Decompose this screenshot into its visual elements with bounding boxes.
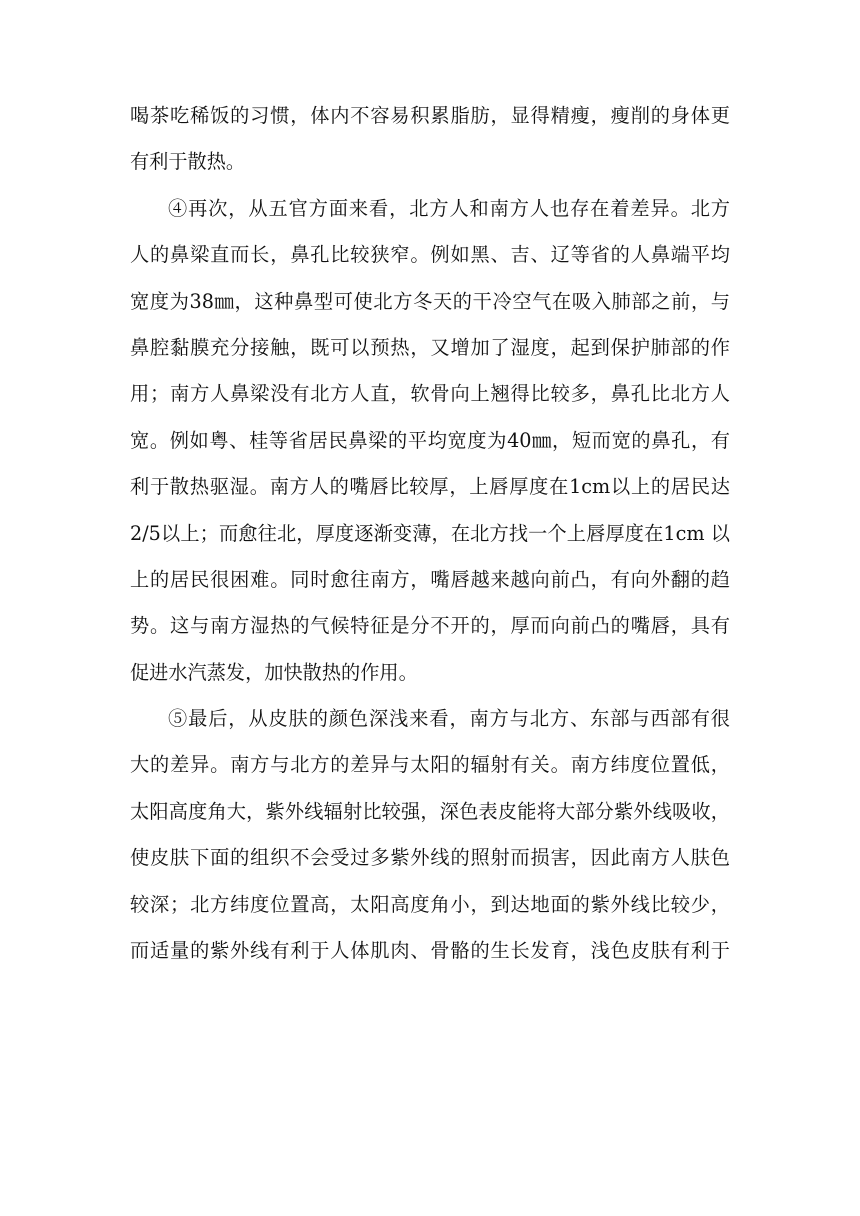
text-line: 喝茶吃稀饭的习惯，体内不容易积累脂肪，显得精瘦，瘦削的身体更 [130,104,730,127]
text-line: 2/5以上；而愈往北，厚度逐渐变薄，在北方找一个上唇厚度在1cm 以 [130,521,730,545]
text-line: 宽。例如粤、桂等省居民鼻梁的平均宽度为40㎜，短而宽的鼻孔，有 [130,428,730,452]
text-line: 较深；北方纬度位置高，太阳高度角小，到达地面的紫外线比较少， [130,892,730,916]
text-line: 宽度为38㎜，这种鼻型可使北方冬天的干冷空气在吸入肺部之前，与 [130,289,730,313]
text-line: 有利于散热。 [130,150,246,174]
text-line: 促进水汽蒸发，加快散热的作用。 [130,660,418,684]
document-page [130,93,730,974]
text-line: 太阳高度角大，紫外线辐射比较强，深色表皮能将大部分紫外线吸收， [130,799,730,823]
text-line: ⑤最后，从皮肤的颜色深浅来看，南方与北方、东部与西部有很 [168,707,730,731]
text-line: 利于散热驱湿。南方人的嘴唇比较厚，上唇厚度在1cm以上的居民达 [130,475,730,499]
text-line: ④再次，从五官方面来看，北方人和南方人也存在着差异。北方 [168,196,730,220]
paragraph-facial-features [130,186,730,696]
text-line: 而适量的紫外线有利于人体肌肉、骨骼的生长发育，浅色皮肤有利于 [130,939,730,963]
text-line: 用；南方人鼻梁没有北方人直，软骨向上翘得比较多，鼻孔比北方人 [130,382,730,406]
text-line: 大的差异。南方与北方的差异与太阳的辐射有关。南方纬度位置低， [130,753,730,777]
text-line: 上的居民很困难。同时愈往南方，嘴唇越来越向前凸，有向外翻的趋 [130,567,730,591]
text-line: 鼻腔黏膜充分接触，既可以预热，又增加了湿度，起到保护肺部的作 [130,335,730,359]
text-line: 势。这与南方湿热的气候特征是分不开的，厚而向前凸的嘴唇，具有 [130,614,730,638]
paragraph-diet-tail [130,93,730,186]
text-line: 使皮肤下面的组织不会受过多紫外线的照射而损害，因此南方人肤色 [130,846,730,870]
paragraph-skin-color [130,696,730,974]
text-line: 人的鼻梁直而长，鼻孔比较狭窄。例如黑、吉、辽等省的人鼻端平均 [130,243,730,267]
